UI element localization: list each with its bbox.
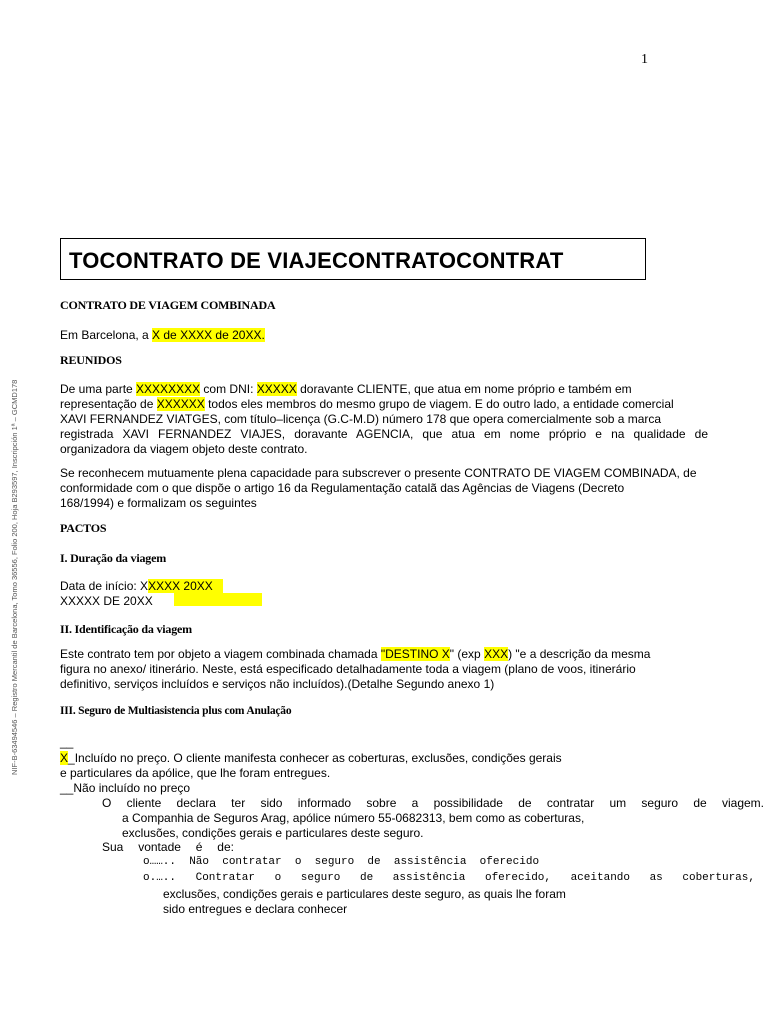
- info-line-1: O cliente declara ter sido informado sobre a possibilidade de contratar um seguro de viagem.: [102, 796, 764, 810]
- will-line: Sua vontade é de:: [102, 840, 234, 854]
- pactos-heading: PACTOS: [60, 521, 107, 535]
- x-mark: X: [60, 751, 69, 765]
- info-line-3: exclusões, condições gerais e particulares deste seguro.: [122, 826, 424, 840]
- included-line: X_Incluído no preço. O cliente manifesta conhecer as coberturas, exclusões, condições gerais: [60, 751, 562, 765]
- party-line-5: organizadora da viagem objeto deste contrato.: [60, 442, 308, 456]
- title-box: [60, 238, 646, 280]
- blank-highlight: [174, 593, 262, 606]
- recognition-line-1: Se reconhecem mutuamente plena capacidade para subscrever o presente CONTRATO DE VIAGEM COMBINADA, de: [60, 466, 697, 480]
- option-1: o…….. Não contratar o seguro de assistência oferecido: [143, 856, 540, 868]
- option-2-line-2: exclusões, condições gerais e particulares deste seguro, as quais lhe foram: [163, 887, 566, 901]
- party-paragraph: [60, 382, 708, 457]
- info-line-2: a Companhia de Seguros Arag, apólice número 55-0682313, bem como as coberturas,: [122, 811, 585, 825]
- recognition-paragraph: [60, 466, 708, 511]
- place-date: X de XXXX de 20XX.: [152, 328, 265, 342]
- recognition-line-2: conformidade com o que dispõe o artigo 16 da Regulamentação catalã das Agências de Viagens (Decreto: [60, 481, 625, 495]
- place-date-line: [60, 328, 265, 343]
- section-3-blank: __: [60, 735, 74, 749]
- reunidos-heading: REUNIDOS: [60, 353, 122, 367]
- option-2: o.….. Contratar o seguro de assistência oferecido, aceitando as coberturas,: [143, 872, 755, 884]
- section-2-line-2: figura no anexo/ itinerário. Neste, está especificado detalhadamente toda a viagem (plano de voos, itinerário: [60, 662, 636, 676]
- option-2-line-3: sido entregues e declara conhecer: [163, 902, 348, 916]
- side-registration-note: NIF-B-63494546 – Registro Mercantil de Barcelona, Tomo 36556, Folio 200, Hoja B293597, Inscripción 1ª – GCMD178: [10, 379, 19, 775]
- section-3-heading: III. Seguro de Multiasistencia plus com Anulação: [60, 705, 292, 717]
- start-date-line: Data de início: XXXXX 20XX: [60, 579, 223, 594]
- included-line-2: e particulares da apólice, que lhe foram entregues.: [60, 766, 331, 780]
- page-number: 1: [641, 52, 648, 67]
- party-line-3: XAVI FERNANDEZ VIATGES, com título–licença (G.C-M.D) número 178 que opera comercialmente sob a marca: [60, 412, 662, 426]
- not-included-line: __Não incluído no preço: [60, 781, 191, 795]
- place-prefix: Em Barcelona, a: [60, 328, 153, 342]
- party-line-2: representação de XXXXXX todos eles membros do mesmo grupo de viagem. E do outro lado, a entidade comercial: [60, 397, 674, 411]
- section-2-line-1: Este contrato tem por objeto a viagem combinada chamada "DESTINO X" (exp XXX) "e a descrição da mesma: [60, 647, 651, 661]
- recognition-line-3: 168/1994) e formalizam os seguintes: [60, 496, 257, 510]
- section-2-heading: II. Identificação da viagem: [60, 622, 192, 636]
- contract-subtitle: CONTRATO DE VIAGEM COMBINADA: [60, 298, 276, 312]
- document-title: TOCONTRATO DE VIAJECONTRATOCONTRAT: [69, 248, 564, 273]
- section-2-line-3: definitivo, serviços incluídos e serviços não incluídos).(Detalhe Segundo anexo 1): [60, 677, 495, 691]
- party-line-1: De uma parte XXXXXXXX com DNI: XXXXX doravante CLIENTE, que atua em nome próprio e também em: [60, 382, 632, 396]
- section-1-heading: I. Duração da viagem: [60, 551, 166, 565]
- section-2-paragraph: [60, 647, 708, 692]
- end-date-line: XXXXX DE 20XX: [60, 594, 153, 608]
- party-line-4: registrada XAVI FERNANDEZ VIAJES, doravante AGENCIA, que atua em nome próprio e na qualidade de: [60, 427, 708, 441]
